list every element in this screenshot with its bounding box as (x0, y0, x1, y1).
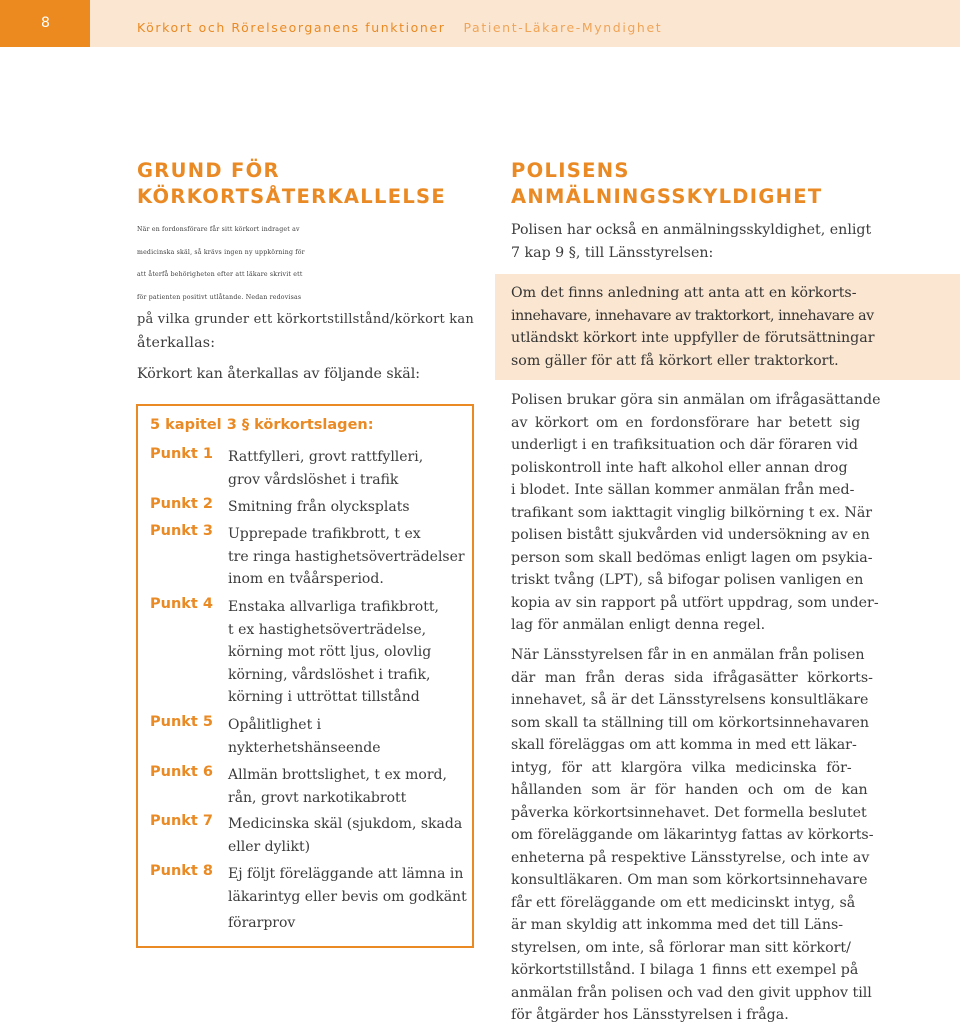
point-label: Punkt 8 (150, 863, 213, 879)
page-header (0, 0, 960, 47)
point-description (228, 714, 381, 759)
left-heading-line: GRUND FÖR (137, 159, 280, 182)
text-line: Opålitlighet i (228, 717, 322, 733)
text-line: som skall ta ställning till om körkortsinnehavaren (511, 714, 870, 731)
point-description (228, 446, 423, 491)
running-title-main: Körkort och Rörelseorganens funktioner (137, 20, 446, 35)
left-heading-line: KÖRKORTSÅTERKALLELSE (137, 185, 447, 208)
text-line: Smitning från olycksplats (228, 499, 410, 515)
text-line: körning i uttröttat tillstånd (228, 689, 420, 705)
text-line: utländskt körkort inte uppfyller de förutsättningar (511, 330, 875, 346)
text-line: för åtgärder hos Länsstyrelsen i fråga. (511, 1007, 789, 1023)
text-line: När en fordonsförare får sitt körkort indraget av (137, 226, 300, 233)
point-label: Punkt 4 (150, 596, 213, 612)
point-description (228, 596, 439, 709)
text-line: anmälan från polisen och vad den givit upphov till (511, 984, 872, 1001)
text-line: Om det finns anledning att anta att en körkorts- (511, 285, 857, 301)
text-line: rån, grovt narkotikabrott (228, 789, 407, 806)
text-line: återkallas: (137, 334, 216, 351)
text-line: grov vårdslöshet i trafik (228, 471, 399, 488)
text-line: trafikant som iakttagit vinglig bilkörning t ex. När (511, 504, 873, 521)
text-line: är man skyldig att inkomma med det till Läns- (511, 917, 844, 933)
text-line: Polisen brukar göra sin anmälan om ifrågasättande (511, 392, 881, 408)
text-line: på vilka grunder ett körkortstillstånd/körkort kan (137, 312, 474, 327)
text-line: Enstaka allvarliga trafikbrott, (228, 599, 439, 615)
text-line: förarprov (228, 915, 296, 931)
text-line: av körkort om en fordonsförare har betett sig (511, 414, 861, 431)
text-line: att återfå behörigheten efter att läkare skrivit ett (137, 271, 303, 278)
text-line: Upprepade trafikbrott, t ex (228, 526, 421, 542)
text-line: poliskontroll inte haft alkohol eller annan drog (511, 459, 848, 476)
text-line: inom en tvåårsperiod. (228, 571, 384, 587)
highlight-text (511, 282, 875, 372)
text-line: 7 kap 9 §, till Länsstyrelsen: (511, 244, 714, 261)
running-title-sub: Patient-Läkare-Myndighet (463, 20, 663, 35)
text-line: Medicinska skäl (sjukdom, skada (228, 816, 463, 832)
left-heading (137, 158, 446, 210)
right-paragraph-2 (511, 644, 874, 1027)
point-description (228, 813, 462, 858)
point-description (228, 863, 467, 935)
text-line: där man från deras sida ifrågasätter körkorts- (511, 669, 873, 686)
text-line: polisen bistått sjukvården vid undersökning av en (511, 527, 870, 543)
text-line: Körkort kan återkallas av följande skäl: (137, 366, 421, 382)
running-title (137, 0, 662, 56)
point-label: Punkt 2 (150, 496, 213, 512)
right-heading (511, 158, 823, 210)
text-line: enheterna på respektive Länsstyrelse, och inte av (511, 849, 870, 866)
text-line: intyg, för att klargöra vilka medicinska för- (511, 759, 852, 776)
point-label: Punkt 1 (150, 446, 213, 462)
text-line: hållanden som är för handen och om de kan (511, 782, 868, 798)
text-line: lag för anmälan enligt denna regel. (511, 617, 766, 633)
text-line: körning mot rött ljus, olovlig (228, 644, 432, 660)
point-description (228, 496, 410, 519)
text-line: När Länsstyrelsen får in en anmälan från polisen (511, 647, 865, 663)
box-title: 5 kapitel 3 § körkortslagen: (150, 417, 374, 433)
point-description (228, 764, 447, 809)
text-line: medicinska skäl, så krävs ingen ny uppkörning för (137, 248, 305, 256)
text-line: Allmän brottslighet, t ex mord, (228, 767, 447, 783)
text-line: körning, vårdslöshet i trafik, (228, 666, 431, 683)
left-intro (137, 219, 474, 354)
text-line: om föreläggande om läkarintyg fattas av körkorts- (511, 827, 874, 843)
text-line: får ett föreläggande om ett medicinskt intyg, så (511, 894, 856, 911)
text-line: tre ringa hastighetsöverträdelser (228, 548, 465, 565)
left-lead (137, 363, 420, 386)
point-label: Punkt 5 (150, 714, 213, 730)
right-intro (511, 219, 871, 264)
right-heading-line: POLISENS (511, 159, 630, 182)
point-label: Punkt 7 (150, 813, 213, 829)
text-line: konsultläkaren. Om man som körkortsinnehavare (511, 872, 868, 888)
text-line: innehavet, så är det Länsstyrelsens konsultläkare (511, 692, 869, 708)
text-line: styrelsen, om inte, så förlorar man sitt körkort/ (511, 939, 851, 956)
right-paragraph-1 (511, 389, 881, 637)
text-line: läkarintyg eller bevis om godkänt (228, 888, 467, 905)
page-number: 8 (0, 0, 90, 47)
point-description (228, 523, 465, 591)
point-label: Punkt 6 (150, 764, 213, 780)
text-line: påverka körkortsinnehavet. Det formella beslutet (511, 804, 867, 821)
text-line: Polisen har också en anmälningsskyldighet, enligt (511, 222, 872, 238)
text-line: t ex hastighetsöverträdelse, (228, 621, 427, 638)
text-line: kopia av sin rapport på utfört uppdrag, som under- (511, 594, 879, 611)
text-line: Rattfylleri, grovt rattfylleri, (228, 449, 424, 465)
text-line: triskt tvång (LPT), så bifogar polisen vanligen en (511, 572, 864, 588)
text-line: person som skall bedömas enligt lagen om psykia- (511, 549, 873, 566)
text-line: som gäller för att få körkort eller traktorkort. (511, 352, 839, 369)
text-line: skall föreläggas om att komma in med ett läkar- (511, 737, 857, 753)
text-line: eller dylikt) (228, 838, 311, 855)
text-line: underligt i en trafiksituation och där föraren vid (511, 437, 858, 453)
point-label: Punkt 3 (150, 523, 213, 539)
text-line: för patienten positivt utlåtande. Nedan redovisas (137, 293, 302, 301)
text-line: i blodet. Inte sällan kommer anmälan från med- (511, 482, 855, 498)
text-line: innehavare, innehavare av traktorkort, innehavare av (511, 307, 874, 324)
text-line: nykterhetshänseende (228, 739, 381, 756)
text-line: Ej följt föreläggande att lämna in (228, 866, 464, 882)
text-line: körkortstillstånd. I bilaga 1 finns ett exempel på (511, 962, 859, 978)
right-heading-line: ANMÄLNINGSSKYLDIGHET (511, 185, 823, 208)
